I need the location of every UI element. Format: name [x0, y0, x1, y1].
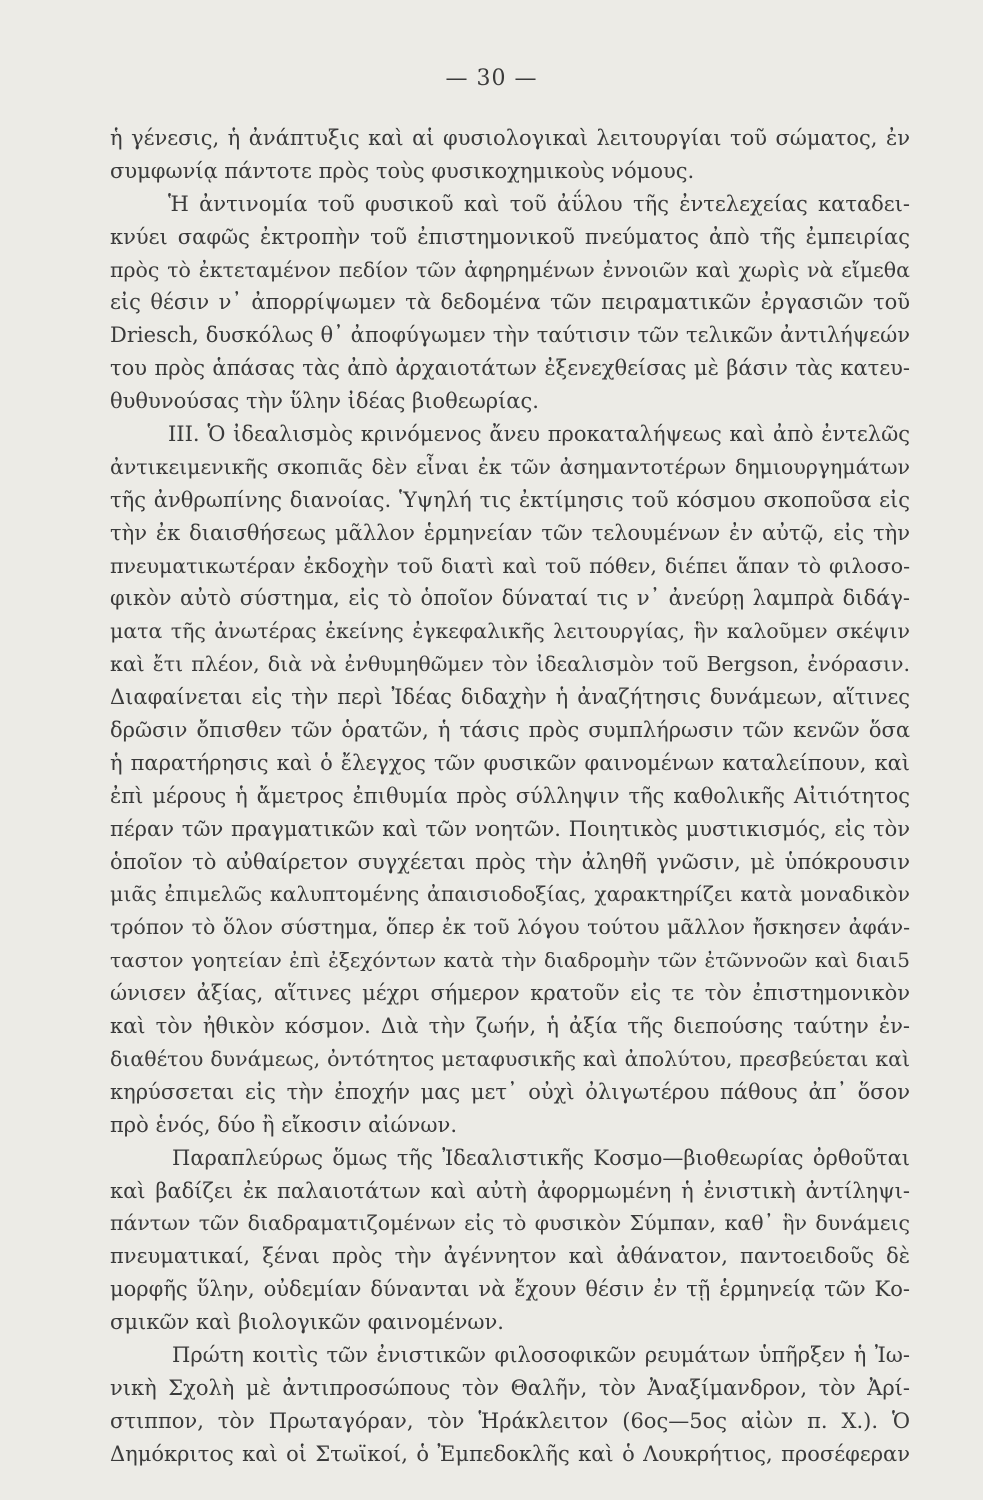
text-line: φικὸν αὐτὸ σύστημα, εἰς τὸ ὁποῖον δύναταί τις ν᾽ ἀνεύρῃ λαμπρὰ διδάγ- [110, 586, 910, 611]
text-line: σμικῶν καὶ βιολογικῶν φαινομένων. [110, 1310, 504, 1335]
text-line: πρὸ ἑνός, δύο ἢ εἴκοσιν αἰώνων. [110, 1112, 458, 1137]
text-line: πνευματικωτέραν ἐκδοχὴν τοῦ διατὶ καὶ τοῦ πόθεν, διέπει ἅπαν τὸ φιλοσο- [110, 553, 910, 578]
text-line: ἡ γένεσις, ἡ ἀνάπτυξις καὶ αἱ φυσιολογικαὶ λειτουργίαι τοῦ σώματος, ἐν [110, 126, 910, 150]
text-line: Πρώτη κοιτὶς τῶν ἐνιστικῶν φιλοσοφικῶν ρευμάτων ὑπῆρξεν ἡ Ἰω- [172, 1342, 910, 1367]
text-line: τὴν ἐκ διαισθήσεως μᾶλλον ἑρμηνείαν τῶν τελουμένων ἐν αὐτῷ, εἰς τὴν [110, 520, 910, 545]
text-line: τρόπον τὸ ὅλον σύστημα, ὅπερ ἐκ τοῦ λόγου τούτου μᾶλλον ἤσκησεν ἀφάν- [110, 915, 910, 940]
text-line: διαθέτου δυνάμεως, ὀντότητος μεταφυσικῆς καὶ ἀπολύτου, πρεσβεύεται καὶ [110, 1046, 910, 1071]
text-line: Ἡ ἀντινομία τοῦ φυσικοῦ καὶ τοῦ ἀΰλου τῆς ἐντελεχείας καταδει- [168, 191, 910, 216]
text-line: ὁποῖον τὸ αὐθαίρετον συγχέεται πρὸς τὴν ἀληθῆ γνῶσιν, μὲ ὑπόκρουσιν [110, 849, 910, 874]
text-line: δρῶσιν ὄπισθεν τῶν ὁρατῶν, ἡ τάσις πρὸς συμπλήρωσιν τῶν κενῶν ὅσα [110, 718, 910, 743]
text-line: ἡ παρατήρησις καὶ ὁ ἔλεγχος τῶν φυσικῶν φαινομένων καταλείπουν, καὶ [110, 750, 910, 775]
text-line: ἀντικειμενικῆς σκοπιᾶς δὲν εἶναι ἐκ τῶν ἀσημαντοτέρων δημιουργημάτων [110, 454, 910, 479]
text-line: καὶ τὸν ἠθικὸν κόσμον. Διὰ τὴν ζωήν, ἡ ἀξία τῆς διεπούσης ταύτην ἐν- [110, 1014, 910, 1039]
text-line: πρὸς τὸ ἐκτεταμένον πεδίον τῶν ἀφηρημένων ἐννοιῶν καὶ χωρὶς νὰ εἴμεθα [110, 257, 910, 282]
text-line: ταστον γοητείαν ἐπὶ ἐξεχόντων κατὰ τὴν διαδρομὴν τῶν ἐτῶννοῶν καὶ διαι5 [110, 948, 910, 973]
text-line: μιᾶς ἐπιμελῶς καλυπτομένης ἀπαισιοδοξίας, χαρακτηρίζει κατὰ μοναδικὸν [110, 882, 910, 907]
text-line: μορφῆς ὕλην, οὐδεμίαν δύνανται νὰ ἔχουν θέσιν ἐν τῇ ἑρμηνείᾳ τῶν Κο- [110, 1277, 910, 1302]
text-line: θυθυνούσας τὴν ὕλην ἰδέας βιοθεωρίας. [110, 389, 539, 414]
text-line: νικὴ Σχολὴ μὲ ἀντιπροσώπους τὸν Θαλῆν, τὸν Ἀναξίμανδρον, τὸν Ἀρί- [110, 1375, 910, 1400]
text-line: ἐπὶ μέρους ἡ ἄμετρος ἐπιθυμία πρὸς σύλληψιν τῆς καθολικῆς Αἰτιότητος [110, 783, 910, 808]
text-line: ώνισεν ἀξίας, αἵτινες μέχρι σήμερον κρατοῦν εἰς τε τὸν ἐπιστημονικὸν [110, 981, 910, 1006]
text-line: του πρὸς ἁπάσας τὰς ἀπὸ ἀρχαιοτάτων ἐξενεχθείσας μὲ βάσιν τὰς κατευ- [110, 356, 910, 381]
text-line: κνύει σαφῶς ἐκτροπὴν τοῦ ἐπιστημονικοῦ πνεύματος ἀπὸ τῆς ἐμπειρίας [110, 224, 910, 249]
text-line: συμφωνίᾳ πάντοτε πρὸς τοὺς φυσικοχημικοὺς νόμους. [110, 158, 695, 183]
text-line: ΙΙΙ. Ὁ ἰδεαλισμὸς κρινόμενος ἄνευ προκαταλήψεως καὶ ἀπὸ ἐντελῶς [168, 422, 910, 447]
text-line: πέραν τῶν πραγματικῶν καὶ τῶν νοητῶν. Ποιητικὸς μυστικισμός, εἰς τὸν [110, 816, 910, 841]
text-line: τῆς ἀνθρωπίνης διανοίας. Ὑψηλή τις ἐκτίμησις τοῦ κόσμου σκοποῦσα εἰς [110, 487, 910, 512]
text-line: στιππον, τὸν Πρωταγόραν, τὸν Ἡράκλειτον (6ος—5ος αἰὼν π. Χ.). Ὁ [110, 1408, 910, 1433]
text-line: εἰς θέσιν ν᾽ ἀπορρίψωμεν τὰ δεδομένα τῶν πειραματικῶν ἐργασιῶν τοῦ [110, 290, 910, 315]
page-number: — 30 — [445, 66, 538, 91]
text-body [110, 122, 910, 1471]
text-line: καὶ ἔτι πλέον, διὰ νὰ ἐνθυμηθῶμεν τὸν ἰδεαλισμὸν τοῦ Bergson, ἐνόρασιν. [110, 652, 910, 677]
text-line: κηρύσσεται εἰς τὴν ἐποχήν μας μετ᾽ οὐχὶ ὀλιγωτέρου πάθους ἀπ᾽ ὅσον [110, 1079, 910, 1104]
text-line: ματα τῆς ἀνωτέρας ἐκείνης ἐγκεφαλικῆς λειτουργίας, ἣν καλοῦμεν σκέψιν [110, 619, 910, 644]
text-line: Driesch, δυσκόλως θ᾽ ἀποφύγωμεν τὴν ταύτισιν τῶν τελικῶν ἀντιλήψεών [110, 323, 910, 348]
text-line: πνευματικαί, ξέναι πρὸς τὴν ἀγέννητον καὶ ἀθάνατον, παντοειδοῦς δὲ [110, 1244, 910, 1269]
text-line: Δημόκριτος καὶ οἱ Στωϊκοί, ὁ Ἐμπεδοκλῆς καὶ ὁ Λουκρήτιος, προσέφεραν [110, 1441, 910, 1466]
text-line: Διαφαίνεται εἰς τὴν περὶ Ἰδέας διδαχὴν ἡ ἀναζήτησις δυνάμεων, αἵτινες [110, 685, 910, 710]
text-line: Παραπλεύρως ὅμως τῆς Ἰδεαλιστικῆς Κοσμο—βιοθεωρίας ὀρθοῦται [172, 1145, 910, 1170]
text-line: πάντων τῶν διαδραματιζομένων εἰς τὸ φυσικὸν Σύμπαν, καθ᾽ ἣν δυνάμεις [110, 1211, 910, 1236]
text-line: καὶ βαδίζει ἐκ παλαιοτάτων καὶ αὐτὴ ἀφορμωμένη ἡ ἐνιστικὴ ἀντίληψι- [110, 1178, 910, 1203]
